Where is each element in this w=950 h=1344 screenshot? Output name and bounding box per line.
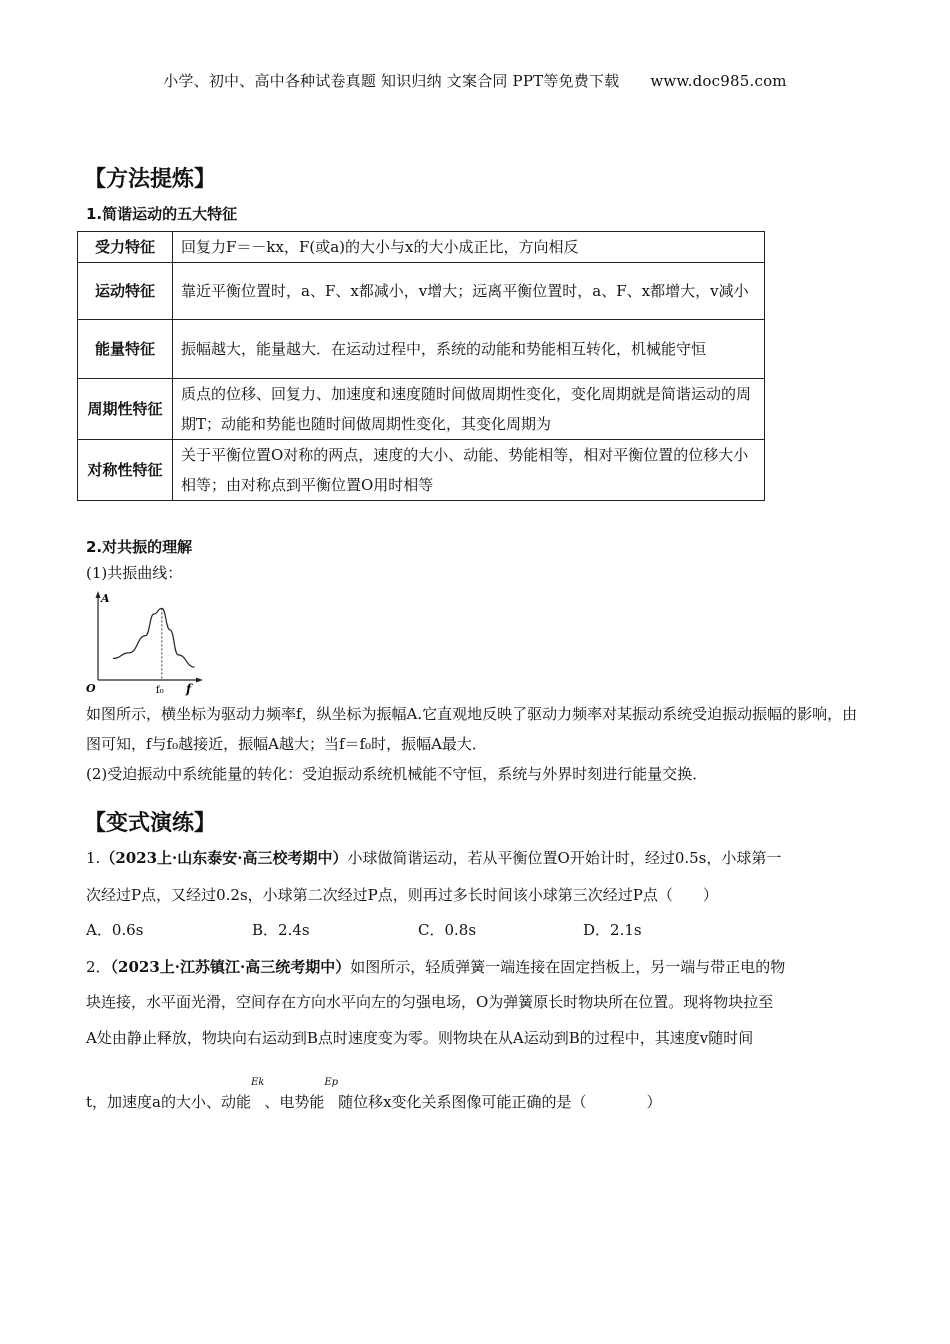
question-number: 1. (86, 849, 101, 867)
question-source: （2023上·江苏镇江·高三统考期中） (110, 958, 351, 976)
table-row (78, 232, 765, 263)
question-text: 、电势能 (264, 1093, 325, 1111)
header-site: www.doc985.com (650, 72, 787, 90)
method-section-title: 【方法提炼】 (84, 167, 217, 192)
feature-key: 对称性特征 (78, 440, 173, 501)
kinetic-energy-symbol: Ek (250, 1077, 265, 1088)
option-b[interactable]: B．2.4s (252, 921, 310, 939)
question-source: （2023上·山东泰安·高三校考期中） (100, 849, 348, 867)
origin-label: O (86, 682, 96, 695)
resonance-chart (80, 588, 210, 698)
option-a[interactable]: A．0.6s (86, 921, 144, 939)
potential-energy-symbol: Ep (324, 1077, 339, 1088)
peak-label: f₀ (155, 685, 164, 696)
page-header (0, 70, 950, 91)
resonance-subtitle: 2.对共振的理解 (86, 538, 193, 556)
feature-key: 周期性特征 (78, 379, 173, 440)
resonance-explanation: 如图所示，横坐标为驱动力频率f，纵坐标为振幅A.它直观地反映了驱动力频率对某振动系统受迫振动振幅的影响，由图可知，f与f₀越接近，振幅A越大；当f＝f₀时，振幅A最大． (86, 705, 858, 753)
question-1-line1 (86, 843, 886, 873)
table-row (78, 320, 765, 379)
question-number: 2． (86, 958, 111, 976)
feature-key: 受力特征 (78, 232, 173, 263)
question-1-line2: 次经过P点，又经过0.2s，小球第二次经过P点，则再过多长时间该小球第三次经过P点（ ） (86, 886, 718, 904)
question-2-line1 (86, 952, 886, 982)
y-axis-arrow (96, 591, 101, 598)
question-2-line4 (86, 1077, 886, 1117)
table-row (78, 263, 765, 320)
table-row (78, 440, 765, 501)
option-c[interactable]: C．0.8s (418, 921, 477, 939)
question-text: 小球做简谐运动，若从平衡位置O开始计时，经过0.5s，小球第一 (347, 849, 782, 867)
question-text: 如图所示，轻质弹簧一端连接在固定挡板上，另一端与带正电的物 (350, 958, 786, 976)
question-text: t，加速度a的大小、动能 (86, 1093, 251, 1111)
y-axis-label: A (101, 592, 110, 605)
x-axis-label: f (186, 682, 192, 696)
header-text: 小学、初中、高中各种试卷真题 知识归纳 文案合同 PPT等免费下载 (163, 72, 620, 90)
features-subtitle: 1.简谐运动的五大特征 (86, 205, 238, 223)
question-2-line2: 块连接，水平面光滑，空间存在方向水平向左的匀强电场，O为弹簧原长时物块所在位置。现将物块拉至 (86, 993, 774, 1011)
option-d[interactable]: D．2.1s (583, 921, 642, 939)
x-axis-arrow (196, 678, 203, 683)
feature-value: 回复力F＝－kx，F(或a)的大小与x的大小成正比，方向相反 (173, 232, 765, 263)
feature-key: 运动特征 (78, 263, 173, 320)
energy-conversion: (2)受迫振动中系统能量的转化：受迫振动系统机械能不守恒，系统与外界时刻进行能量交换． (86, 765, 708, 783)
practice-section-title: 【变式演练】 (84, 811, 217, 836)
feature-value: 关于平衡位置O对称的两点，速度的大小、动能、势能相等，相对平衡位置的位移大小相等；由对称点到平衡位置O用时相等 (173, 440, 765, 501)
question-1-options (86, 915, 786, 945)
table-row (78, 379, 765, 440)
feature-value: 质点的位移、回复力、加速度和速度随时间做周期性变化，变化周期就是简谐运动的周期T；动能和势能也随时间做周期性变化，其变化周期为 (173, 379, 765, 440)
feature-key: 能量特征 (78, 320, 173, 379)
question-2-line3: A处由静止释放，物块向右运动到B点时速度变为零。则物块在从A运动到B的过程中，其速度v随时间 (86, 1029, 754, 1047)
question-text: 随位移x变化关系图像可能正确的是（ ） (338, 1093, 662, 1111)
feature-value: 振幅越大，能量越大．在运动过程中，系统的动能和势能相互转化，机械能守恒 (173, 320, 765, 379)
resonance-curve-label: (1)共振曲线： (86, 564, 183, 582)
resonance-curve (113, 608, 195, 667)
feature-value: 靠近平衡位置时，a、F、x都减小，v增大；远离平衡位置时，a、F、x都增大，v减小 (173, 263, 765, 320)
features-table (77, 231, 765, 501)
